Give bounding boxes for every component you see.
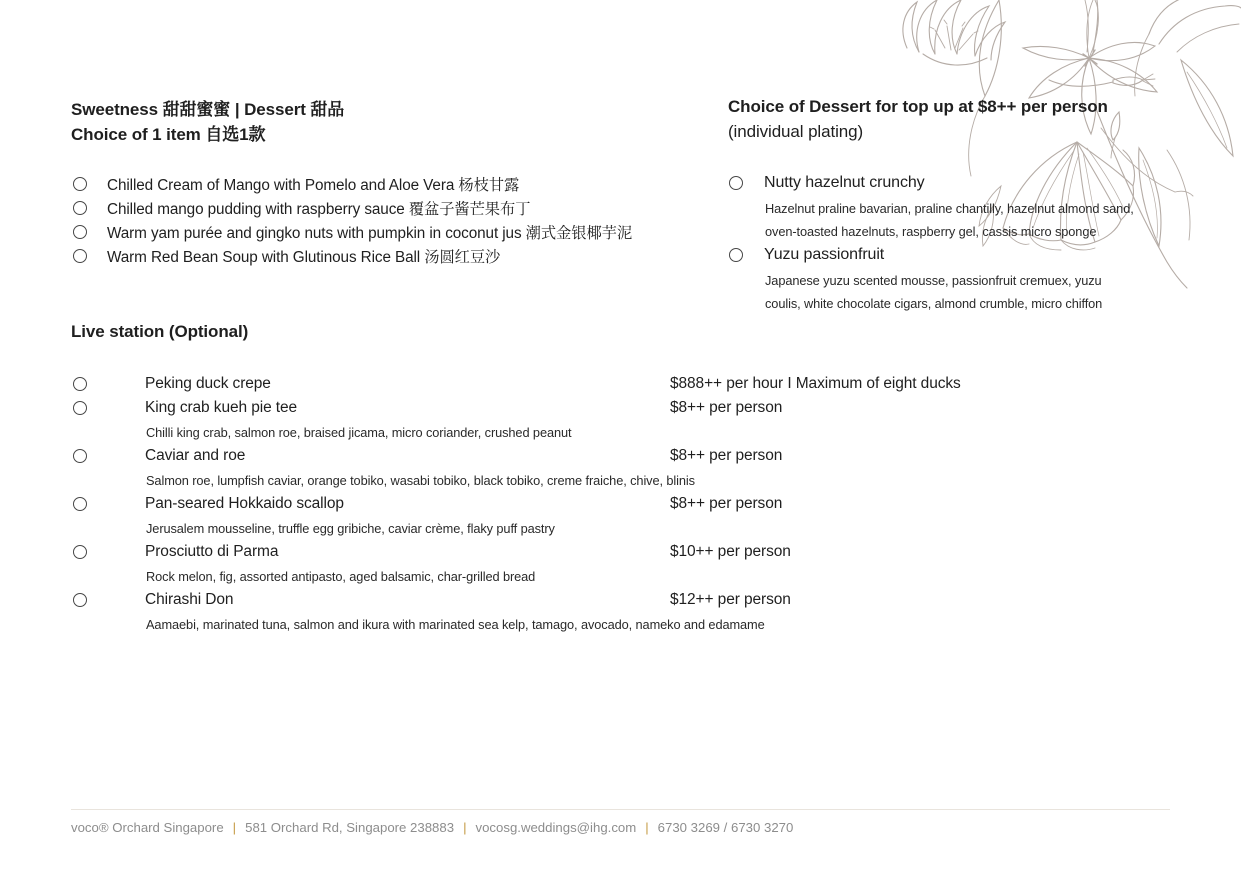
item-price: $8++ per person (670, 447, 783, 464)
item-name: Pan-seared Hokkaido scallop (145, 495, 344, 512)
radio-icon[interactable] (73, 593, 87, 607)
footer-email[interactable]: vocosg.weddings@ihg.com (475, 820, 637, 835)
radio-icon[interactable] (729, 176, 743, 190)
item-name: Peking duck crepe (145, 375, 271, 392)
dessert-option-label: Chilled Cream of Mango with Pomelo and Aloe Vera 杨枝甘露 (107, 177, 520, 194)
live-station-item[interactable] (71, 372, 1176, 396)
item-description: Rock melon, fig, assorted antipasto, aged balsamic, char-grilled bread (146, 568, 536, 584)
topup-option-name: Nutty hazelnut crunchy (764, 174, 925, 191)
dessert-options-list (71, 172, 711, 268)
topup-option (728, 171, 1180, 243)
radio-icon[interactable] (73, 449, 87, 463)
item-name: Caviar and roe (145, 447, 246, 464)
topup-option (728, 243, 1180, 315)
item-price: $10++ per person (670, 543, 791, 560)
item-description: Jerusalem mousseline, truffle egg gribiche, caviar crème, flaky puff pastry (146, 520, 555, 536)
item-name: King crab kueh pie tee (145, 399, 298, 416)
description-line: coulis, white chocolate cigars, almond crumble, micro chiffon (765, 296, 1103, 311)
page-footer (71, 809, 1170, 835)
topup-option-name: Yuzu passionfruit (764, 246, 885, 263)
footer-separator: | (232, 820, 237, 835)
topup-option-head[interactable] (728, 243, 1180, 267)
radio-icon[interactable] (73, 497, 87, 511)
footer-phone: 6730 3269 / 6730 3270 (657, 820, 794, 835)
topup-option-description (765, 269, 1180, 315)
dessert-option[interactable] (71, 244, 711, 268)
footer-separator: | (463, 820, 467, 835)
radio-icon[interactable] (729, 248, 743, 262)
live-station-title: Live station (Optional) (71, 322, 249, 341)
dessert-option-label: Warm Red Bean Soup with Glutinous Rice Ball 汤圆红豆沙 (107, 249, 501, 266)
dessert-option[interactable] (71, 196, 711, 220)
radio-icon[interactable] (73, 201, 87, 215)
footer-brand: voco® Orchard Singapore (71, 820, 224, 835)
dessert-title: Sweetness 甜甜蜜蜜 | Dessert 甜品 (71, 100, 345, 119)
footer-divider (71, 809, 1170, 810)
item-name: Chirashi Don (145, 591, 234, 608)
live-station-section (71, 319, 1176, 636)
radio-icon[interactable] (73, 545, 87, 559)
live-station-item[interactable] (71, 396, 1176, 420)
item-name: Prosciutto di Parma (145, 543, 279, 560)
radio-icon[interactable] (73, 377, 87, 391)
dessert-option-label: Warm yam purée and gingko nuts with pumpkin in coconut jus 潮式金银椰芋泥 (107, 225, 633, 242)
item-description: Salmon roe, lumpfish caviar, orange tobiko, wasabi tobiko, black tobiko, creme fraiche, chive, blinis (146, 472, 695, 488)
dessert-option-label: Chilled mango pudding with raspberry sauce 覆盆子酱芒果布丁 (107, 201, 531, 218)
live-station-item[interactable] (71, 540, 1176, 564)
description-line: Hazelnut praline bavarian, praline chantilly, hazelnut almond sand, (765, 201, 1134, 216)
live-station-item[interactable] (71, 588, 1176, 612)
radio-icon[interactable] (73, 225, 87, 239)
footer-separator: | (645, 820, 649, 835)
dessert-topup-section (728, 94, 1180, 315)
radio-icon[interactable] (73, 401, 87, 415)
dessert-section (71, 97, 711, 268)
radio-icon[interactable] (73, 249, 87, 263)
item-description: Aamaebi, marinated tuna, salmon and ikura with marinated sea kelp, tamago, avocado, nameko and edamame (146, 616, 765, 632)
topup-subtitle: (individual plating) (728, 122, 864, 141)
dessert-subtitle: Choice of 1 item 自选1款 (71, 125, 266, 144)
footer-address: 581 Orchard Rd, Singapore 238883 (245, 820, 455, 835)
description-line: oven-toasted hazelnuts, raspberry gel, cassis micro sponge (765, 224, 1097, 239)
item-description: Chilli king crab, salmon roe, braised jicama, micro coriander, crushed peanut (146, 424, 572, 440)
radio-icon[interactable] (73, 177, 87, 191)
topup-option-description (765, 197, 1180, 243)
dessert-option[interactable] (71, 172, 711, 196)
item-price: $8++ per person (670, 399, 783, 416)
item-price: $12++ per person (670, 591, 791, 608)
live-station-item[interactable] (71, 444, 1176, 468)
item-price: $888++ per hour I Maximum of eight ducks (670, 375, 961, 392)
dessert-option[interactable] (71, 220, 711, 244)
topup-option-head[interactable] (728, 171, 1180, 195)
description-line: Japanese yuzu scented mousse, passionfruit cremuex, yuzu (765, 273, 1102, 288)
item-price: $8++ per person (670, 495, 783, 512)
topup-title: Choice of Dessert for top up at $8++ per person (728, 97, 1108, 116)
live-station-item[interactable] (71, 492, 1176, 516)
